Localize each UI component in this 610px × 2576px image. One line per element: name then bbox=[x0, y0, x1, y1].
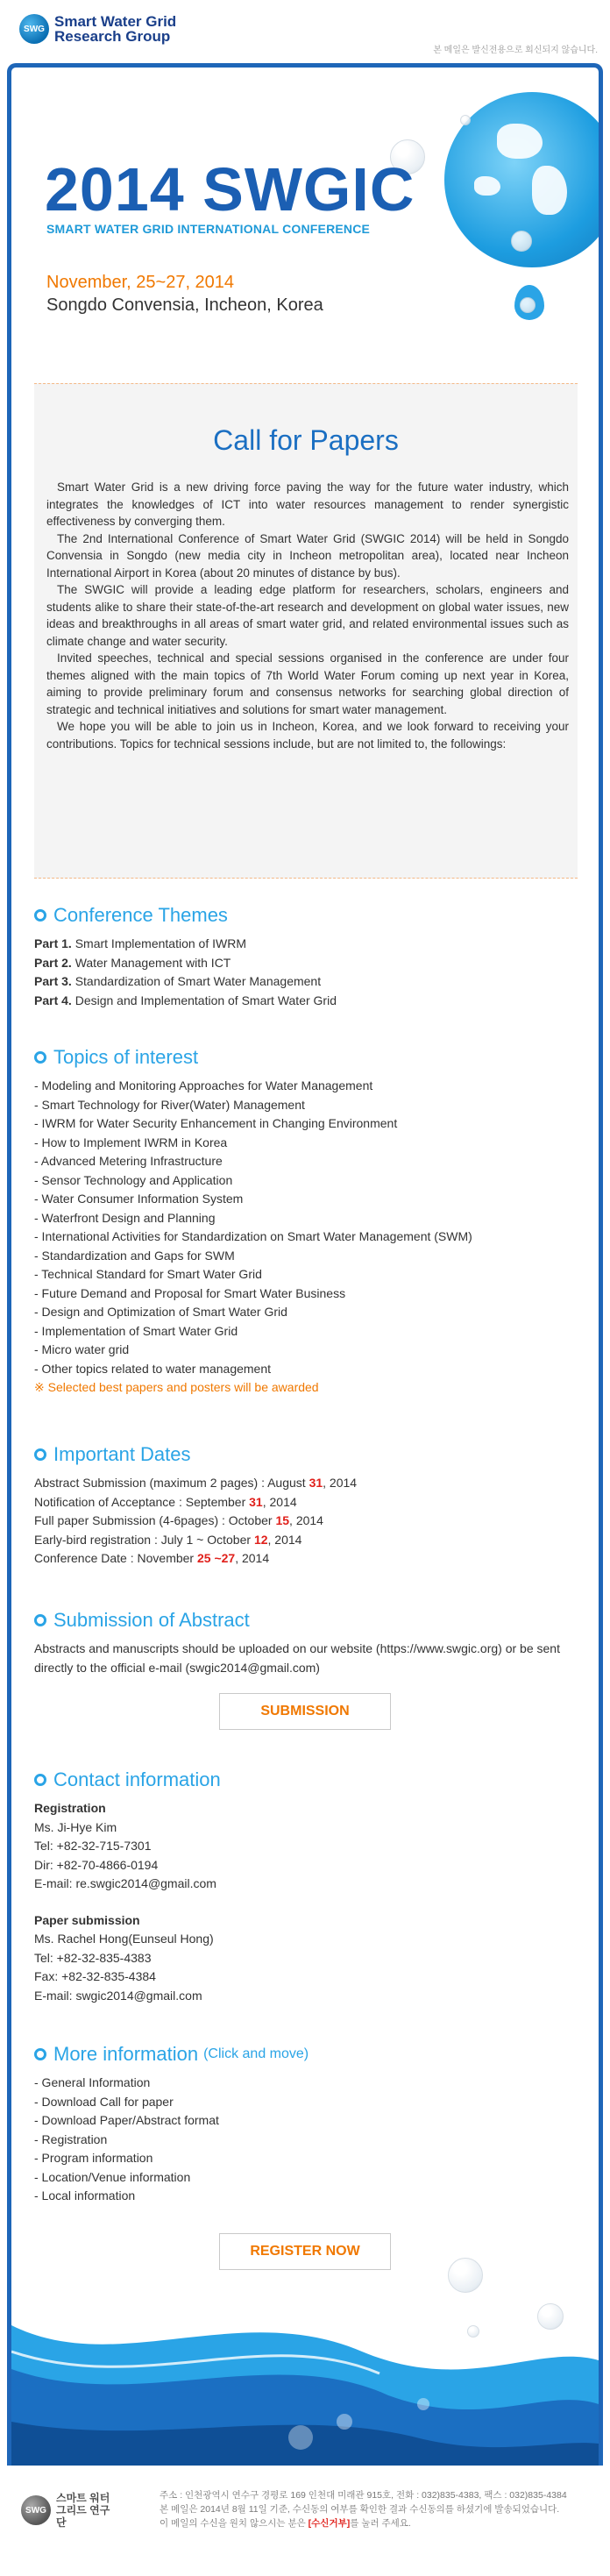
list-item: - Implementation of Smart Water Grid bbox=[34, 1323, 238, 1338]
circle-bullet-icon bbox=[34, 1614, 46, 1626]
no-reply-notice: 본 메일은 발신전용으로 회신되지 않습니다. bbox=[433, 46, 598, 55]
info-link[interactable]: - Program information bbox=[34, 2151, 153, 2165]
contact-paper bbox=[34, 1911, 578, 2006]
email-header bbox=[0, 0, 610, 63]
section-contact bbox=[34, 1768, 578, 2005]
list-item: - Modeling and Monitoring Approaches for Water Management bbox=[34, 1078, 373, 1092]
contact-email[interactable]: E-mail: swgic2014@gmail.com bbox=[34, 1988, 202, 2003]
list-item: Part 1. Smart Implementation of IWRM bbox=[34, 936, 246, 950]
submission-button[interactable]: SUBMISSION bbox=[219, 1693, 391, 1730]
list-item: - Design and Optimization of Smart Water Grid bbox=[34, 1305, 287, 1319]
footer-info bbox=[160, 2488, 598, 2530]
circle-bullet-icon bbox=[34, 1448, 46, 1461]
call-for-papers-box bbox=[34, 383, 578, 879]
list-item: - Other topics related to water management bbox=[34, 1361, 272, 1376]
bubble-icon bbox=[520, 297, 536, 313]
cfp-paragraph: The SWGIC will provide a leading edge platform for researchers, scholars, engineers and students alike to share their state-of-the-art research and development on global water issues, new ideas and breakthroughs in all areas of smart water grid, and related environmental issues such as climate change and water security. bbox=[46, 583, 569, 648]
newsletter-frame bbox=[7, 63, 603, 2466]
section-title: Submission of Abstract bbox=[53, 1609, 250, 1631]
wave-decoration bbox=[11, 2290, 599, 2466]
section-submission bbox=[34, 1608, 578, 1677]
logo-line1: Smart Water Grid bbox=[54, 13, 177, 30]
list-item: - Future Demand and Proposal for Smart Water Business bbox=[34, 1285, 346, 1300]
list-item: Part 3. Standardization of Smart Water Management bbox=[34, 974, 322, 988]
submission-text: Abstracts and manuscripts should be uploaded on our website (https://www.swgic.org) or be sent directly to the official e-mail (swgic2014@gmail.com) bbox=[34, 1641, 560, 1675]
list-item: - Technical Standard for Smart Water Grid bbox=[34, 1267, 262, 1281]
contact-line: Tel: +82-32-835-4383 bbox=[34, 1950, 152, 1965]
list-item: - Smart Technology for River(Water) Management bbox=[34, 1097, 305, 1112]
cfp-paragraph: The 2nd International Conference of Smart Water Grid (SWGIC 2014) will be held in Songdo Convensia in Songdo (new media city in Incheon metropolitan area), located near Incheon International Airport in Korea (about 20 minutes of distance by bus). bbox=[46, 531, 569, 580]
section-more-info bbox=[34, 2042, 578, 2206]
list-item: - Advanced Metering Infrastructure bbox=[34, 1154, 223, 1168]
cfp-body bbox=[46, 479, 569, 752]
footer-address: 주소 : 인천광역시 연수구 경평로 169 인천대 미래관 915호, 전화 : 032)835-4383, 팩스 : 032)835-4384 bbox=[160, 2490, 567, 2501]
list-item: - How to Implement IWRM in Korea bbox=[34, 1135, 228, 1149]
dates-list bbox=[34, 1474, 578, 1569]
section-note: (Click and move) bbox=[203, 2046, 309, 2061]
section-title: Conference Themes bbox=[53, 904, 228, 926]
hero-banner bbox=[11, 68, 599, 383]
circle-bullet-icon bbox=[34, 909, 46, 922]
email-footer bbox=[0, 2466, 610, 2576]
cfp-title: Call for Papers bbox=[213, 424, 399, 456]
award-note: ※ Selected best papers and posters will be awarded bbox=[34, 1380, 319, 1394]
footer-consent: 본 메일은 2014년 8월 11일 기준, 수신동의 여부를 확인한 결과 수신동의를 하셨기에 발송되었습니다. bbox=[160, 2504, 560, 2515]
contact-heading: Paper submission bbox=[34, 1912, 140, 1927]
swg-logo-icon: SWG bbox=[21, 2495, 51, 2525]
list-item: Part 2. Water Management with ICT bbox=[34, 955, 231, 970]
info-link[interactable]: - Location/Venue information bbox=[34, 2169, 191, 2184]
circle-bullet-icon bbox=[34, 2048, 46, 2060]
info-link[interactable]: - Download Call for paper bbox=[34, 2094, 174, 2109]
register-now-button[interactable]: REGISTER NOW bbox=[219, 2233, 391, 2270]
list-item: Part 4. Design and Implementation of Smart Water Grid bbox=[34, 993, 337, 1007]
cfp-paragraph: Invited speeches, technical and special sessions organised in the conference are under four themes aligned with the main topics of 7th World Water Forum coming up next year in Korea, aiming to provide preliminary forum and consensus networks for searching global direction of strategic and technical initiatives and solutions for smart water management. bbox=[46, 651, 569, 716]
list-item: - Sensor Technology and Application bbox=[34, 1172, 233, 1187]
date-item: Abstract Submission (maximum 2 pages) : August 31, 2014 bbox=[34, 1476, 358, 1490]
info-link[interactable]: - Download Paper/Abstract format bbox=[34, 2113, 219, 2127]
list-item: - Waterfront Design and Planning bbox=[34, 1210, 216, 1225]
conference-date: November, 25~27, 2014 bbox=[46, 273, 235, 292]
footer-unsubscribe-line: 이 메일의 수신을 원치 않으시는 분은 [수신거부]를 눌러 주세요. bbox=[160, 2518, 411, 2529]
conference-subtitle: SMART WATER GRID INTERNATIONAL CONFERENCE bbox=[46, 222, 371, 236]
info-link[interactable]: - Local information bbox=[34, 2188, 136, 2202]
contact-line: Fax: +82-32-835-4384 bbox=[34, 1969, 156, 1983]
date-item: Full paper Submission (4-6pages) : October 15, 2014 bbox=[34, 1513, 323, 1527]
bubble-icon bbox=[448, 2258, 483, 2293]
contact-email[interactable]: E-mail: re.swgic2014@gmail.com bbox=[34, 1876, 216, 1890]
cfp-paragraph: Smart Water Grid is a new driving force paving the way for the future water industry, which integrates the knowledges of ICT into water resources management to render synergistic effectiveness by converging them. bbox=[46, 480, 569, 528]
section-themes bbox=[34, 903, 578, 1010]
section-title: Topics of interest bbox=[53, 1046, 199, 1068]
list-item: - IWRM for Water Security Enhancement in Changing Environment bbox=[34, 1116, 398, 1130]
date-item: Conference Date : November 25 ~27, 2014 bbox=[34, 1551, 270, 1565]
list-item: - Water Consumer Information System bbox=[34, 1192, 244, 1206]
swg-logo-icon: SWG bbox=[19, 14, 49, 44]
contact-heading: Registration bbox=[34, 1801, 106, 1815]
more-info-links bbox=[34, 2074, 578, 2206]
date-item: Early-bird registration : July 1 ~ October 12, 2014 bbox=[34, 1532, 302, 1547]
footer-logo bbox=[21, 2492, 117, 2529]
footer-logo-text: 스마트 워터 그리드 연구단 bbox=[56, 2492, 110, 2529]
conference-venue: Songdo Convensia, Incheon, Korea bbox=[46, 295, 323, 315]
unsubscribe-link[interactable]: [수신거부] bbox=[308, 2518, 351, 2529]
contact-line: Tel: +82-32-715-7301 bbox=[34, 1839, 152, 1853]
swg-logo[interactable] bbox=[19, 14, 176, 44]
topics-list bbox=[34, 1077, 578, 1398]
circle-bullet-icon bbox=[34, 1774, 46, 1786]
contact-line: Ms. Ji-Hye Kim bbox=[34, 1819, 117, 1834]
info-link[interactable]: - General Information bbox=[34, 2075, 151, 2089]
cfp-paragraph: We hope you will be able to join us in Incheon, Korea, and we look forward to receiving your contributions. Topics for technical sessions include, but are not limited to, the followings: bbox=[46, 720, 569, 751]
themes-list bbox=[34, 935, 578, 1010]
section-topics bbox=[34, 1045, 578, 1398]
date-item: Notification of Acceptance : September 31, 2014 bbox=[34, 1494, 297, 1509]
info-link[interactable]: - Registration bbox=[34, 2131, 108, 2146]
section-dates bbox=[34, 1442, 578, 1569]
contact-registration bbox=[34, 1799, 578, 1894]
list-item: - Standardization and Gaps for SWM bbox=[34, 1248, 235, 1263]
logo-line2: Research Group bbox=[54, 28, 171, 45]
section-title: Contact information bbox=[53, 1768, 221, 1790]
list-item: - International Activities for Standardization on Smart Water Management (SWM) bbox=[34, 1229, 472, 1243]
section-title: Important Dates bbox=[53, 1443, 191, 1465]
logo-text bbox=[54, 14, 176, 44]
section-title: More information bbox=[53, 2043, 199, 2065]
list-item: - Micro water grid bbox=[34, 1342, 130, 1356]
bubble-icon bbox=[511, 231, 532, 252]
conference-title: 2014 SWGIC bbox=[45, 155, 415, 224]
circle-bullet-icon bbox=[34, 1051, 46, 1064]
contact-line: Dir: +82-70-4866-0194 bbox=[34, 1857, 159, 1872]
contact-line: Ms. Rachel Hong(Eunseul Hong) bbox=[34, 1932, 214, 1946]
bubble-icon bbox=[460, 115, 471, 125]
